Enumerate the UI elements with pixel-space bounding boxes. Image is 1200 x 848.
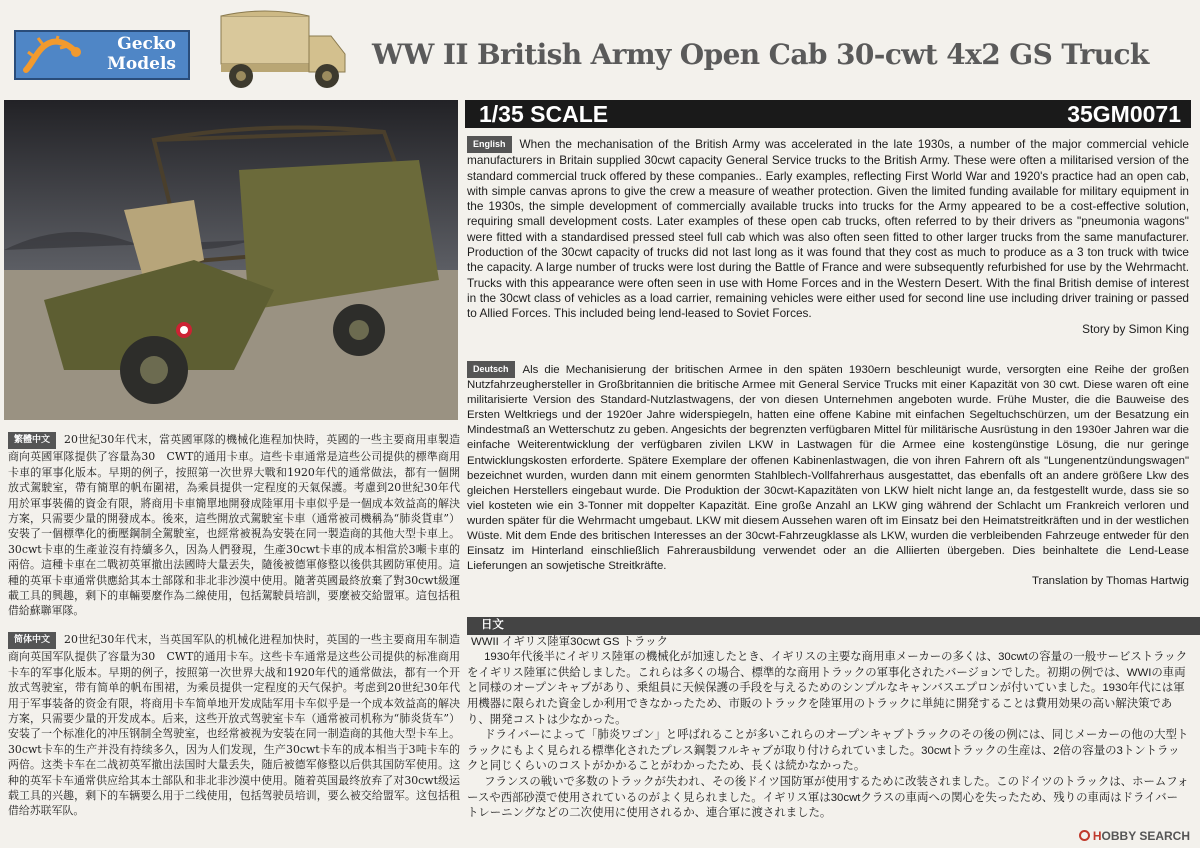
japanese-section [467,617,1189,822]
japanese-paragraph-1: 1930年代後半にイギリス陸軍の機械化が加速したとき、イギリスの主要な商用車メーカーの多くは、30cwtの容量の一般サービストラックをイギリス陸軍に供給しました。これらは多くの場合、標準的な商用トラックの軍事化されたバージョンでした。初期の例では、WWIの車両と同様のオープンキャブがあり、乗組員に天候保護の手段を与えるためのシンプルなキャンバスエプロンが付いていました。1930年代には軍用機器に限られた資金しか利用できなかったため、市販のトラックを陸軍用のトラックに単純に開発することは費用効果の高い解決策であり、開発コストは少なかった。 [467,651,1188,726]
english-tag: English [467,136,512,153]
simplified-chinese-section [8,632,460,819]
traditional-chinese-tag: 繁體中文 [8,432,56,449]
japanese-paragraph-2: ドライバーによって「肺炎ワゴン」と呼ばれることが多いこれらのオープンキャブトラックのその後の例には、同じメーカーの他の大型トラックにもよく見られる標準化されたプレス鋼製フルキャブが取り付けられていました。30cwtトラックの生産は、2倍の容量の3トントラックと同じくらいのコストがかかることがわかったため、長くは続かなかった。 [467,729,1189,773]
japanese-heading: WWII イギリス陸軍30cwt GS トラック [471,635,668,648]
truck-side-illustration [215,6,355,94]
simplified-chinese-text: 20世纪30年代末，当英国军队的机械化进程加快时，英国的一些主要商用车制造商向英国军队提供了容量为30 CWT的通用卡车。这些卡车通常是这些公司提供的标准商用卡车的军事化版本。早期的例子，按照第一次世界大战和1920年代的通常做法，都有一个开放式驾驶室，带有简单的帆布围裙，为乘员提供一定程度的天气保护。考虑到20世纪30年代用于军事装备的资金有限，将商用卡车简单地开发成陆军用卡车似乎是一个成本效益高的解决方案，只需要少量的开发成本。后来，这些开放式驾驶室卡车（通常被司机称为“肺炎货车”）安装了一个标准化的冲压钢制全驾驶室，也经常被视为安装在同一制造商的其他大型卡车上。30cwt卡车的生产并没有持续多久，因为人们发现，生产30cwt卡车的成本相当于3吨卡车的两倍。这类卡车在二战初英军撤出法国时大量丢失，随后被德军修整以后供其国防军使用。这种的英军卡车通常供应给其本土部队和非北非沙漠中使用。随着英国最终放弃了对30cwt级运载工具的兴趣，剩下的车辆要么用于二线使用，包括驾驶员培训，要么被交给盟军。这包括租借给苏联军队。 [8,633,460,818]
german-section [467,361,1189,589]
hobby-search-watermark [1079,829,1190,843]
scale-label: 1/35 SCALE [479,101,609,127]
english-text: When the mechanisation of the British Army was accelerated in the late 1930s, a number of the major commercial vehicle manufacturers in Britain supplied 30cwt capacity General Service trucks to the British Army. These were often a militarised version of the standard commercial truck offered by these companies.. Early examples, reflecting First World War and 1920's practice had an open cab, with simple canvas aprons to give the crew a measure of weather protection. Given the limited funding available for military equipment in the 1930s, the simple development of commercially available trucks into trucks for the Army appeared to be a cost-effective solution, requiring small development costs. Later examples of these open cab trucks, often referred to by their drivers as "pneumonia wagons" were fitted with a standardised pressed steel full cab which was also often seen fitted to other larger trucks from the same manufacturer. Production of the 30cwt capacity of trucks did not last long as it was found that they cost as much to produce as a 3 ton truck with twice the capacity. A large number of trucks were lost during the Battle of France and were subsequently refurbished for use by the Wehrmacht. Trucks with this appearance were often seen in use with Home Forces and in the Western Desert. With the final British demise of interest in the 30cwt class of vehicles as a load carrier, remaining vehicles were either used for second line use including driver training or passed to Allied Forces. This included being lend-leased to Soviet Forces. [467,137,1189,321]
japanese-tag: 日文 [467,617,1200,635]
hobby-search-icon [1079,830,1090,841]
gecko-models-logo [14,30,190,80]
watermark-prefix: H [1092,829,1102,843]
english-section [467,136,1189,337]
german-tag: Deutsch [467,361,515,378]
watermark-brand: OBBY SEARCH [1101,829,1190,843]
logo-line2: Models [107,54,176,74]
german-credit: Translation by Thomas Hartwig [1032,575,1189,588]
product-code: 35GM0071 [1067,101,1181,127]
japanese-paragraph-3: フランスの戦いで多数のトラックが失われ、その後ドイツ国防軍が使用するために改装されました。このドイツのトラックは、ホームフォースや西部砂漠で使用されているのがよく見られました。イギリス軍は30cwtクラスの車両への関心を失ったため、残りの車両はドライバートレーニングなどの二次使用に使用されるか、連合軍に渡されました。 [467,775,1189,820]
page-title: WW II British Army Open Cab 30-cwt 4x2 GS Truck [372,38,1149,71]
simplified-chinese-tag: 简体中文 [8,632,56,649]
scale-bar [465,100,1191,128]
traditional-chinese-text: 20世紀30年代末，當英國軍隊的機械化進程加快時，英國的一些主要商用車製造商向英國軍隊提供了容量為30 CWT的通用卡車。這些卡車通常是這些公司提供的標準商用卡車的軍事化版本。早期的例子，按照第一次世界大戰和1920年代的通常做法，都有一個開放式駕駛室，帶有簡單的帆布圍裙，為乘員提供一定程度的天氣保護。考慮到20世紀30年代用於軍事裝備的資金有限，將商用卡車簡單地開發成陸軍用卡車似乎是一個成本效益高的解決方案，只需要少量的開發成本。後來，這些開放式駕駛室卡車（通常被司機稱為“肺炎貨車”）安裝了一個標準化的衝壓鋼制全駕駛室，也經常被視為安裝在同一製造商的其他大型卡車上。30cwt卡車的生產並沒有持續多久，因為人們發現，生產30cwt卡車的成本相當於3噸卡車的兩倍。這種卡車在二戰初英軍撤出法國時大量丟失，隨後被德軍修整以後供其國防軍使用。這種的英軍卡車通常供應給其本土部隊和非北非沙漠中使用。隨著英國最終放棄了對30cwt級運載工具的興趣，剩下的車輛要麼作為二線使用，包括駕駛員培訓，要麼被交給盟軍。這包括租借給蘇聯軍隊。 [8,433,460,618]
logo-line1: Gecko [117,34,176,54]
traditional-chinese-section [8,432,460,619]
truck-box-art-photo [4,100,458,420]
german-text: Als die Mechanisierung der britischen Armee in den späten 1930ern beschleunigt wurde, versorgten eine Reihe der großen Nutzfahrzeughersteller in Großbritannien die britische Armee mit General Service Trucks mit einer Kapazität von 30 cwt. Diese waren oft eine militarisierte Version des Standard-Nutzlastwagens, der von diesen Unternehmen angeboten wurde. Frühe Muster, die die Bauweise des Ersten Weltkriegs und der 1920er Jahre widerspiegeln, hatten eine offene Kabine mit einfachen Segeltuchschürzen, um der Besatzung ein Mindestmaß an Wetterschutz zu geben. Angesichts der begrenzten verfügbaren Mittel für militärische Ausrüstung in den 1930er Jahren war die einfache Weiterentwicklung der verfügbaren zivilen LKW in Lastwagen für die Armee eine kostengünstige Lösung, die nur geringe Entwicklungskosten erforderte. Spätere Exemplare der offenen Kabinenlastwagen, die von ihren Fahrern oft als "Lungenentzündungswagen" bezeichnet wurden, wurden dann mit einem genormten Stahlblech-Vollfahrerhaus ausgestattet, das ebenfalls oft an andere größere Lkw des gleichen Herstellers eingebaut wurde. Die Produktion der 30cwt-Kapazitäten von LKW hielt nicht lange an, da festgestellt wurde, dass sie so viel kosteten wie ein 3-Tonner mit doppelter Kapazität. Eine große Anzahl an LKW ging während der Schlacht um Frankreich verloren und wurden später für die Wehrmacht umgebaut. LKW mit diesem Aussehen waren oft im Einsatz bei den Heimatstreitkräften und in der westlichen Wüste. Mit dem Ende des britischen Interesses an der 30cwt-Fahrzeugklasse als LKW, wurden die verbleibenden Fahrzeuge entweder für den Einsatz im Hinterland einschließlich Fahrerausbildung verwendet oder an die Alliierten übergeben. Dies beinhaltete die Lend-Lease Lieferungen an sowjetische Streitkräfte. [467,364,1189,573]
english-credit: Story by Simon King [1082,321,1189,336]
